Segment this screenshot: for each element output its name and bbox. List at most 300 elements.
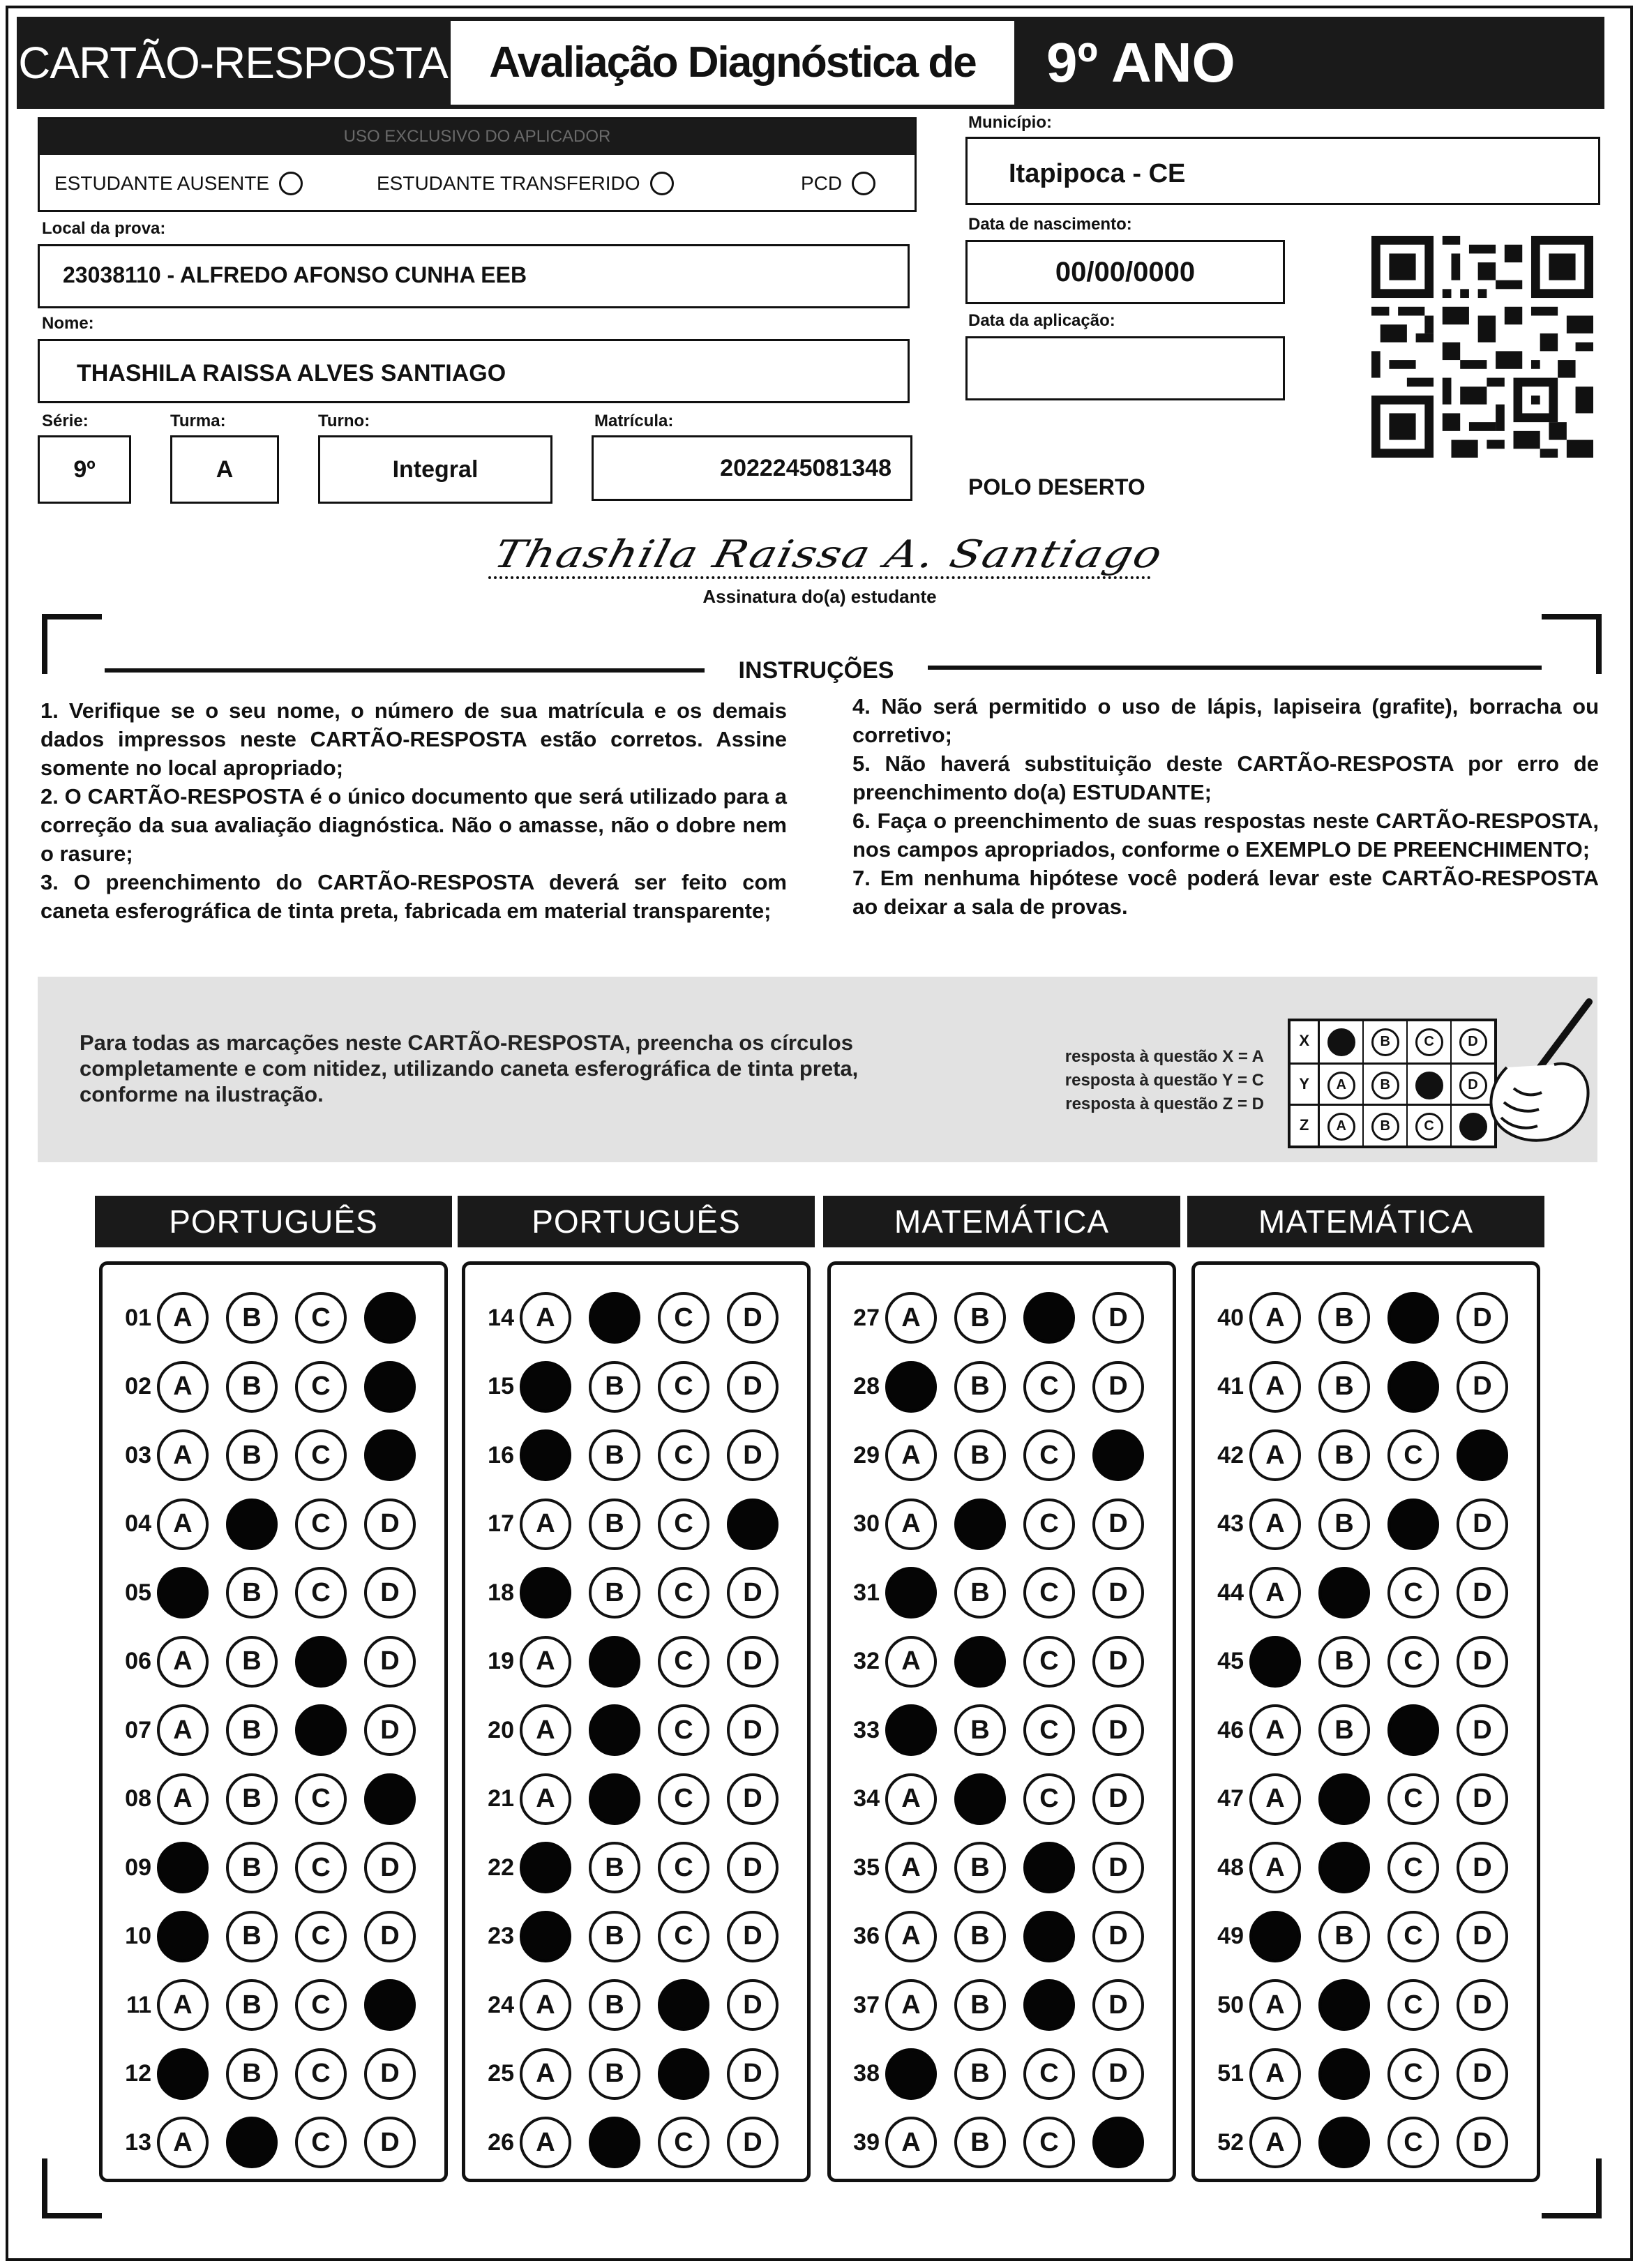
question-number: 11 (126, 1991, 151, 2018)
answer-bubble-d[interactable]: D (1457, 1842, 1508, 1893)
answer-bubble-d[interactable]: D (1457, 1773, 1508, 1825)
question-number: 48 (1217, 1854, 1244, 1881)
answer-bubble-d[interactable]: D (1457, 1979, 1508, 2031)
answer-bubble-c[interactable]: C (1023, 1704, 1075, 1756)
answer-bubble-a[interactable]: A (1249, 1704, 1301, 1756)
answer-bubble-a[interactable]: A (157, 1979, 209, 2031)
answer-bubble-d[interactable]: D (1457, 1911, 1508, 1962)
answer-bubble-b[interactable]: B (589, 1911, 640, 1962)
answer-bubble-d[interactable] (1457, 1429, 1508, 1481)
answer-bubble-a[interactable]: A (885, 1292, 937, 1344)
answer-bubble-d[interactable] (364, 1429, 416, 1481)
question-row (112, 1496, 433, 1552)
answer-bubble-b[interactable]: B (226, 1979, 278, 2031)
answer-bubble-b[interactable]: B (1318, 1429, 1370, 1481)
answer-bubble-c[interactable]: C (1387, 2117, 1439, 2168)
answer-bubble-d[interactable]: D (727, 2048, 778, 2100)
answer-bubble-a[interactable]: A (157, 1499, 209, 1550)
question-number: 02 (125, 1373, 151, 1399)
absent-option[interactable] (54, 172, 303, 195)
answer-bubble-b[interactable]: B (954, 2048, 1006, 2100)
answer-bubble-b[interactable]: B (954, 1429, 1006, 1481)
answer-bubble-d[interactable]: D (727, 1636, 778, 1688)
question-row (475, 1702, 796, 1758)
answer-bubble-c[interactable]: C (658, 1567, 709, 1619)
question-row (475, 1565, 796, 1621)
answer-bubble-b[interactable]: B (589, 1842, 640, 1893)
question-row (112, 1427, 433, 1483)
answer-bubble-b[interactable]: B (226, 1773, 278, 1825)
answer-bubble-a[interactable]: A (157, 1773, 209, 1825)
question-row (475, 1496, 796, 1552)
pcd-option[interactable] (801, 172, 875, 195)
question-number: 16 (488, 1441, 514, 1469)
answer-bubble-d[interactable]: D (1092, 1842, 1144, 1893)
answer-bubble-b[interactable] (954, 1773, 1006, 1825)
answer-bubble-a[interactable]: A (885, 1979, 937, 2031)
corner-mark-bottom-right (1542, 2158, 1602, 2218)
polo-label: POLO DESERTO (968, 474, 1145, 500)
answer-bubble-d[interactable]: D (1457, 1499, 1508, 1550)
answer-bubble-b[interactable] (1318, 1979, 1370, 2031)
evaluation-title: Avaliação Diagnóstica de (451, 21, 1014, 105)
answer-bubble-d[interactable]: D (1092, 1567, 1144, 1619)
question-number: 37 (853, 1991, 880, 2018)
question-number: 31 (853, 1579, 880, 1606)
answer-bubble-d[interactable]: D (1092, 1979, 1144, 2031)
example-row-label: Z (1291, 1106, 1320, 1147)
section-header: MATEMÁTICA (1187, 1196, 1544, 1247)
answer-bubble-c[interactable]: C (1387, 1567, 1439, 1619)
question-number: 04 (125, 1510, 151, 1537)
pcd-radio[interactable] (852, 172, 875, 195)
answer-bubble-a[interactable] (1249, 1911, 1301, 1962)
answer-bubble-a[interactable] (885, 1361, 937, 1413)
instructions-right (852, 692, 1599, 921)
question-number: 51 (1217, 2060, 1244, 2087)
answer-bubble-d[interactable]: D (727, 1429, 778, 1481)
answer-bubble-b[interactable] (1318, 2048, 1370, 2100)
answer-bubble-b[interactable]: B (954, 1979, 1006, 2031)
answer-bubble-c[interactable]: C (295, 1911, 347, 1962)
answer-bubble-c[interactable]: C (658, 1429, 709, 1481)
answer-bubble-a[interactable]: A (520, 1292, 571, 1344)
local-value: 23038110 - ALFREDO AFONSO CUNHA EEB (63, 262, 527, 287)
answer-bubble-a[interactable]: A (157, 1361, 209, 1413)
question-row (475, 2115, 796, 2170)
answer-bubble-c[interactable]: C (295, 1292, 347, 1344)
answer-bubble-a[interactable]: A (885, 1842, 937, 1893)
answer-bubble-c[interactable]: C (658, 1911, 709, 1962)
answer-bubble-d[interactable]: D (364, 2117, 416, 2168)
answer-bubble-a[interactable]: A (1249, 1567, 1301, 1619)
answer-bubble-b[interactable]: B (1318, 1636, 1370, 1688)
answer-bubble-b[interactable] (954, 1636, 1006, 1688)
local-label: Local da prova: (42, 219, 166, 238)
question-row (1205, 1359, 1526, 1415)
answer-bubble-b[interactable]: B (589, 2048, 640, 2100)
answer-bubble-c[interactable]: C (658, 1361, 709, 1413)
example-legend-y: resposta à questão Y = C (1065, 1071, 1264, 1090)
example-row (1291, 1104, 1494, 1147)
answer-bubble-c[interactable]: C (295, 1842, 347, 1893)
answer-bubble-c[interactable]: C (1387, 1429, 1439, 1481)
answer-bubble-d[interactable] (364, 1292, 416, 1344)
answer-bubble-a[interactable]: A (520, 2117, 571, 2168)
answer-bubble-b[interactable] (589, 1292, 640, 1344)
answer-bubble-c[interactable] (658, 1979, 709, 2031)
answer-bubble-a[interactable]: A (1249, 2117, 1301, 2168)
answer-bubble-c[interactable] (1387, 1292, 1439, 1344)
answer-bubble-a[interactable]: A (1249, 1292, 1301, 1344)
answer-bubble-d[interactable]: D (1092, 1704, 1144, 1756)
answer-bubble-c[interactable]: C (658, 1773, 709, 1825)
question-panel (99, 1261, 448, 2182)
answer-bubble-a[interactable] (157, 2048, 209, 2100)
answer-bubble-c[interactable]: C (658, 1499, 709, 1550)
aplicacao-field[interactable] (965, 336, 1285, 400)
answer-bubble-a[interactable]: A (885, 1911, 937, 1962)
answer-bubble-d[interactable]: D (364, 1499, 416, 1550)
answer-bubble-a[interactable]: A (520, 1979, 571, 2031)
answer-bubble-c[interactable]: C (1387, 1636, 1439, 1688)
answer-bubble-c[interactable] (658, 2048, 709, 2100)
question-number: 46 (1217, 1716, 1244, 1743)
grade-label: 9º ANO (1046, 31, 1235, 93)
answer-bubble-b[interactable]: B (954, 1361, 1006, 1413)
answer-bubble-d[interactable]: D (364, 1842, 416, 1893)
answer-bubble-c[interactable] (1387, 1361, 1439, 1413)
question-number: 08 (125, 1785, 151, 1812)
answer-bubble-a[interactable]: A (1249, 1773, 1301, 1825)
question-row (475, 1634, 796, 1690)
example-legend-x: resposta à questão X = A (1065, 1047, 1264, 1066)
answer-bubble-a[interactable]: A (520, 1499, 571, 1550)
example-cell (1364, 1021, 1408, 1062)
answer-bubble-c[interactable]: C (295, 1773, 347, 1825)
answer-bubble-d[interactable] (364, 1773, 416, 1825)
answer-bubble-d[interactable]: D (1457, 2117, 1508, 2168)
example-bubble-c: C (1415, 1113, 1443, 1141)
answer-bubble-b[interactable] (589, 1704, 640, 1756)
question-number: 49 (1217, 1923, 1244, 1949)
answer-bubble-b[interactable]: B (1318, 1292, 1370, 1344)
answer-bubble-b[interactable] (1318, 2117, 1370, 2168)
answer-bubble-a[interactable] (157, 1567, 209, 1619)
question-row (112, 1702, 433, 1758)
answer-bubble-b[interactable]: B (1318, 1361, 1370, 1413)
answer-bubble-a[interactable] (520, 1567, 571, 1619)
answer-bubble-c[interactable] (295, 1704, 347, 1756)
answer-bubble-d[interactable]: D (727, 1911, 778, 1962)
answer-bubble-d[interactable] (364, 1979, 416, 2031)
answer-bubble-b[interactable] (226, 2117, 278, 2168)
answer-bubble-c[interactable]: C (1387, 1911, 1439, 1962)
answer-bubble-d[interactable]: D (364, 1567, 416, 1619)
answer-bubble-c[interactable]: C (658, 2117, 709, 2168)
answer-bubble-a[interactable]: A (157, 1636, 209, 1688)
question-number: 25 (488, 2060, 514, 2087)
example-row (1291, 1062, 1494, 1106)
question-row (112, 1290, 433, 1346)
answer-bubble-a[interactable]: A (520, 2048, 571, 2100)
municipio-label: Município: (968, 113, 1052, 132)
answer-bubble-c[interactable]: C (1387, 1842, 1439, 1893)
answer-bubble-d[interactable]: D (1457, 1636, 1508, 1688)
section-header: MATEMÁTICA (823, 1196, 1180, 1247)
question-number: 23 (488, 1923, 514, 1949)
answer-bubble-b[interactable]: B (1318, 1911, 1370, 1962)
question-number: 12 (125, 2060, 151, 2087)
answer-bubble-c[interactable]: C (1023, 1429, 1075, 1481)
example-row-label: X (1291, 1021, 1320, 1062)
question-row (841, 1565, 1161, 1621)
answer-bubble-d[interactable]: D (1092, 2048, 1144, 2100)
answer-bubble-b[interactable] (589, 1773, 640, 1825)
answer-bubble-c[interactable]: C (1023, 1636, 1075, 1688)
question-number: 06 (125, 1648, 151, 1674)
answer-bubble-b[interactable] (226, 1499, 278, 1550)
answer-bubble-d[interactable]: D (727, 1704, 778, 1756)
answer-bubble-a[interactable]: A (1249, 1842, 1301, 1893)
answer-bubble-c[interactable] (1023, 1979, 1075, 2031)
answer-bubble-b[interactable]: B (1318, 1499, 1370, 1550)
answer-bubble-b[interactable] (589, 1636, 640, 1688)
question-number: 10 (125, 1923, 151, 1949)
answer-bubble-d[interactable]: D (1092, 1636, 1144, 1688)
answer-bubble-a[interactable] (520, 1429, 571, 1481)
answer-bubble-a[interactable]: A (885, 1429, 937, 1481)
answer-bubble-a[interactable]: A (520, 1636, 571, 1688)
answer-bubble-c[interactable]: C (295, 2048, 347, 2100)
example-bubble-d: D (1459, 1028, 1487, 1056)
answer-bubble-c[interactable]: C (295, 2117, 347, 2168)
answer-bubble-c[interactable] (1023, 1292, 1075, 1344)
example-bubble-a (1327, 1028, 1355, 1056)
answer-bubble-b[interactable]: B (226, 1704, 278, 1756)
answer-bubble-c[interactable] (1023, 1842, 1075, 1893)
answer-bubble-b[interactable]: B (954, 1292, 1006, 1344)
municipio-value: Itapipoca - CE (1009, 159, 1186, 188)
answer-bubble-a[interactable] (885, 1567, 937, 1619)
question-row (841, 1634, 1161, 1690)
answer-bubble-c[interactable]: C (1023, 2048, 1075, 2100)
question-number: 27 (853, 1304, 880, 1331)
answer-bubble-b[interactable]: B (589, 1499, 640, 1550)
answer-bubble-a[interactable] (157, 1911, 209, 1962)
answer-bubble-c[interactable]: C (295, 1567, 347, 1619)
answer-bubble-a[interactable]: A (885, 1773, 937, 1825)
answer-bubble-a[interactable]: A (1249, 1979, 1301, 2031)
answer-bubble-d[interactable] (727, 1499, 778, 1550)
answer-bubble-a[interactable] (1249, 1636, 1301, 1688)
nascimento-label: Data de nascimento: (968, 215, 1132, 234)
answer-bubble-b[interactable]: B (954, 1704, 1006, 1756)
answer-bubble-d[interactable]: D (1092, 1499, 1144, 1550)
answer-bubble-c[interactable]: C (1387, 1773, 1439, 1825)
transferred-label: ESTUDANTE TRANSFERIDO (377, 172, 640, 194)
answer-bubble-a[interactable]: A (157, 2117, 209, 2168)
answer-bubble-a[interactable]: A (885, 2117, 937, 2168)
applicator-bar: USO EXCLUSIVO DO APLICADOR (39, 119, 915, 155)
example-cell (1320, 1106, 1364, 1147)
question-number: 47 (1217, 1785, 1244, 1812)
answer-bubble-b[interactable]: B (954, 2117, 1006, 2168)
question-number: 52 (1217, 2128, 1244, 2156)
answer-bubble-b[interactable]: B (589, 1361, 640, 1413)
answer-bubble-d[interactable]: D (1092, 1911, 1144, 1962)
answer-bubble-a[interactable]: A (885, 1499, 937, 1550)
answer-bubble-d[interactable] (1092, 1429, 1144, 1481)
question-number: 09 (125, 1854, 151, 1881)
answer-bubble-d[interactable]: D (364, 1911, 416, 1962)
question-row (112, 1565, 433, 1621)
answer-bubble-a[interactable] (520, 1361, 571, 1413)
answer-bubble-d[interactable]: D (1092, 1773, 1144, 1825)
answer-bubble-a[interactable] (520, 1911, 571, 1962)
answer-bubble-d[interactable]: D (1457, 2048, 1508, 2100)
answer-bubble-b[interactable]: B (226, 1636, 278, 1688)
answer-bubble-b[interactable]: B (954, 1842, 1006, 1893)
answer-bubble-b[interactable]: B (1318, 1704, 1370, 1756)
answer-bubble-b[interactable]: B (226, 1429, 278, 1481)
question-row (841, 1909, 1161, 1965)
answer-bubble-d[interactable]: D (1092, 1361, 1144, 1413)
answer-bubble-b[interactable]: B (226, 2048, 278, 2100)
question-row (1205, 1771, 1526, 1827)
card-title: CARTÃO-RESPOSTA (18, 38, 448, 88)
absent-radio[interactable] (279, 172, 303, 195)
question-row (841, 1702, 1161, 1758)
question-row (475, 1840, 796, 1895)
answer-bubble-c[interactable]: C (295, 1361, 347, 1413)
question-number: 05 (125, 1579, 151, 1606)
answer-bubble-a[interactable]: A (157, 1429, 209, 1481)
answer-bubble-b[interactable] (954, 1499, 1006, 1550)
answer-bubble-d[interactable]: D (727, 1567, 778, 1619)
answer-bubble-a[interactable]: A (520, 1704, 571, 1756)
answer-bubble-d[interactable]: D (727, 1292, 778, 1344)
answer-bubble-b[interactable]: B (589, 1979, 640, 2031)
answer-bubble-d[interactable]: D (364, 2048, 416, 2100)
answer-bubble-d[interactable] (1092, 2117, 1144, 2168)
question-number: 41 (1217, 1373, 1244, 1399)
answer-bubble-c[interactable]: C (1023, 1567, 1075, 1619)
serie-value: 9º (73, 456, 96, 483)
instructions-left (40, 696, 787, 925)
answer-bubble-c[interactable]: C (1023, 1773, 1075, 1825)
matricula-label: Matrícula: (594, 412, 674, 430)
answer-bubble-c[interactable]: C (1023, 1361, 1075, 1413)
question-row (1205, 1634, 1526, 1690)
turma-value: A (216, 456, 234, 483)
answer-bubble-c[interactable]: C (1023, 2117, 1075, 2168)
student-signature (488, 515, 1168, 585)
answer-bubble-c[interactable]: C (658, 1292, 709, 1344)
answer-bubble-d[interactable]: D (1457, 1361, 1508, 1413)
answer-bubble-d[interactable]: D (727, 2117, 778, 2168)
answer-bubble-c[interactable]: C (295, 1499, 347, 1550)
answer-bubble-b[interactable]: B (226, 1567, 278, 1619)
answer-bubble-c[interactable]: C (295, 1429, 347, 1481)
hand-with-pen-icon (1465, 998, 1597, 1158)
answer-bubble-a[interactable]: A (1249, 1429, 1301, 1481)
instruction-4: 4. Não será permitido o uso de lápis, lapiseira (grafite), borracha ou corretivo; (852, 694, 1599, 747)
answer-bubble-d[interactable]: D (727, 1979, 778, 2031)
answer-bubble-d[interactable] (364, 1361, 416, 1413)
example-cell (1320, 1065, 1364, 1106)
answer-bubble-d[interactable]: D (1457, 1704, 1508, 1756)
answer-bubble-d[interactable]: D (364, 1636, 416, 1688)
answer-bubble-b[interactable] (1318, 1842, 1370, 1893)
answer-bubble-b[interactable] (1318, 1567, 1370, 1619)
answer-bubble-a[interactable]: A (157, 1292, 209, 1344)
answer-bubble-b[interactable]: B (589, 1567, 640, 1619)
answer-bubble-b[interactable] (1318, 1773, 1370, 1825)
question-number: 26 (488, 2128, 514, 2156)
answer-bubble-a[interactable] (885, 2048, 937, 2100)
answer-bubble-c[interactable]: C (658, 1636, 709, 1688)
answer-bubble-b[interactable] (589, 2117, 640, 2168)
transferred-radio[interactable] (650, 172, 674, 195)
answer-bubble-c[interactable]: C (658, 1842, 709, 1893)
answer-bubble-a[interactable]: A (157, 1704, 209, 1756)
answer-bubble-c[interactable]: C (1387, 2048, 1439, 2100)
question-number: 35 (853, 1854, 880, 1881)
section-header: PORTUGUÊS (95, 1196, 452, 1247)
answer-bubble-a[interactable]: A (520, 1773, 571, 1825)
answer-bubble-a[interactable]: A (885, 1636, 937, 1688)
example-bubble-b: B (1371, 1028, 1399, 1056)
answer-bubble-b[interactable]: B (226, 1911, 278, 1962)
answer-bubble-d[interactable]: D (727, 1361, 778, 1413)
transferred-option[interactable] (377, 172, 674, 195)
answer-bubble-c[interactable]: C (295, 1979, 347, 2031)
answer-bubble-b[interactable]: B (954, 1567, 1006, 1619)
answer-bubble-a[interactable]: A (1249, 1361, 1301, 1413)
answer-bubble-a[interactable] (520, 1842, 571, 1893)
answer-bubble-c[interactable] (1387, 1704, 1439, 1756)
answer-bubble-b[interactable]: B (226, 1361, 278, 1413)
answer-bubble-a[interactable] (157, 1842, 209, 1893)
question-row (112, 2115, 433, 2170)
answer-bubble-d[interactable]: D (727, 1773, 778, 1825)
answer-bubble-d[interactable]: D (1457, 1567, 1508, 1619)
answer-bubble-a[interactable]: A (1249, 1499, 1301, 1550)
answer-bubble-c[interactable]: C (1387, 1979, 1439, 2031)
nome-value: THASHILA RAISSA ALVES SANTIAGO (77, 360, 506, 386)
answer-bubble-d[interactable]: D (1092, 1292, 1144, 1344)
instructions-rule-right (928, 666, 1542, 670)
question-number: 33 (853, 1716, 880, 1743)
answer-bubble-c[interactable] (295, 1636, 347, 1688)
answer-bubble-b[interactable]: B (589, 1429, 640, 1481)
answer-bubble-b[interactable]: B (226, 1292, 278, 1344)
question-row (475, 1909, 796, 1965)
answer-bubble-d[interactable]: D (727, 1842, 778, 1893)
answer-bubble-a[interactable] (885, 1704, 937, 1756)
answer-bubble-b[interactable]: B (954, 1911, 1006, 1962)
answer-bubble-c[interactable] (1387, 1499, 1439, 1550)
answer-bubble-b[interactable]: B (226, 1842, 278, 1893)
answer-bubble-c[interactable]: C (1023, 1499, 1075, 1550)
answer-bubble-a[interactable]: A (1249, 2048, 1301, 2100)
question-number: 17 (488, 1510, 514, 1537)
answer-bubble-d[interactable]: D (364, 1704, 416, 1756)
answer-bubble-c[interactable] (1023, 1911, 1075, 1962)
answer-bubble-c[interactable]: C (658, 1704, 709, 1756)
answer-bubble-d[interactable]: D (1457, 1292, 1508, 1344)
